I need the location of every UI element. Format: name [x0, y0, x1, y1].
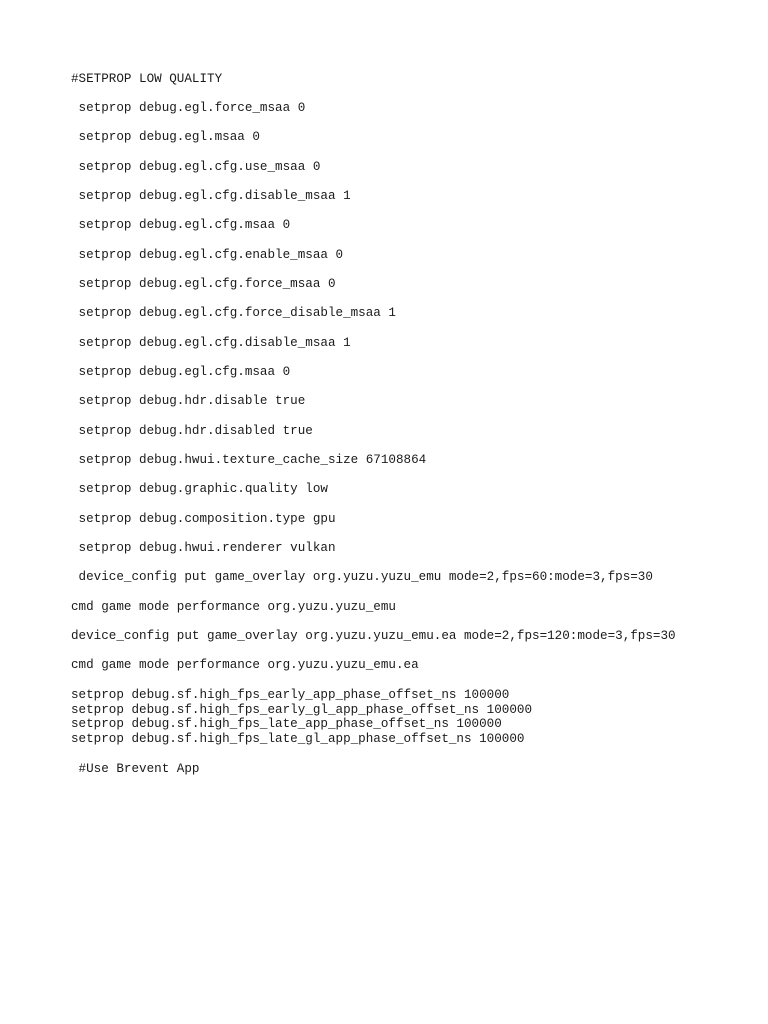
text-line: setprop debug.composition.type gpu: [71, 512, 336, 526]
text-line: setprop debug.egl.cfg.disable_msaa 1: [71, 189, 351, 203]
text-line: setprop debug.egl.cfg.enable_msaa 0: [71, 248, 344, 262]
text-line: setprop debug.egl.force_msaa 0: [71, 101, 306, 115]
text-line: cmd game mode performance org.yuzu.yuzu_emu.ea: [71, 658, 419, 672]
text-line: setprop debug.sf.high_fps_early_app_phase_offset_ns 100000: [71, 688, 510, 702]
text-line: setprop debug.egl.cfg.disable_msaa 1: [71, 336, 351, 350]
text-line: setprop debug.graphic.quality low: [71, 482, 328, 496]
text-line: setprop debug.egl.cfg.msaa 0: [71, 365, 291, 379]
text-line: setprop debug.egl.cfg.msaa 0: [71, 218, 291, 232]
heading-setprop-low-quality: #SETPROP LOW QUALITY: [71, 72, 223, 86]
text-line: device_config put game_overlay org.yuzu.yuzu_emu mode=2,fps=60:mode=3,fps=30: [71, 570, 653, 584]
text-line: setprop debug.hwui.texture_cache_size 67108864: [71, 453, 427, 467]
text-line: setprop debug.hdr.disable true: [71, 394, 306, 408]
text-line: setprop debug.hdr.disabled true: [71, 424, 313, 438]
text-line: setprop debug.egl.msaa 0: [71, 130, 260, 144]
text-line: setprop debug.sf.high_fps_late_gl_app_phase_offset_ns 100000: [71, 732, 525, 746]
text-line: setprop debug.egl.cfg.force_msaa 0: [71, 277, 336, 291]
text-line: setprop debug.sf.high_fps_early_gl_app_phase_offset_ns 100000: [71, 703, 533, 717]
text-line: cmd game mode performance org.yuzu.yuzu_emu: [71, 600, 396, 614]
text-line: setprop debug.egl.cfg.use_msaa 0: [71, 160, 321, 174]
text-line: setprop debug.egl.cfg.force_disable_msaa 1: [71, 306, 396, 320]
text-line: device_config put game_overlay org.yuzu.yuzu_emu.ea mode=2,fps=120:mode=3,fps=30: [71, 629, 676, 643]
text-line: setprop debug.sf.high_fps_late_app_phase_offset_ns 100000: [71, 717, 502, 731]
text-line: setprop debug.hwui.renderer vulkan: [71, 541, 336, 555]
comment-use-brevent-app: #Use Brevent App: [71, 762, 200, 776]
